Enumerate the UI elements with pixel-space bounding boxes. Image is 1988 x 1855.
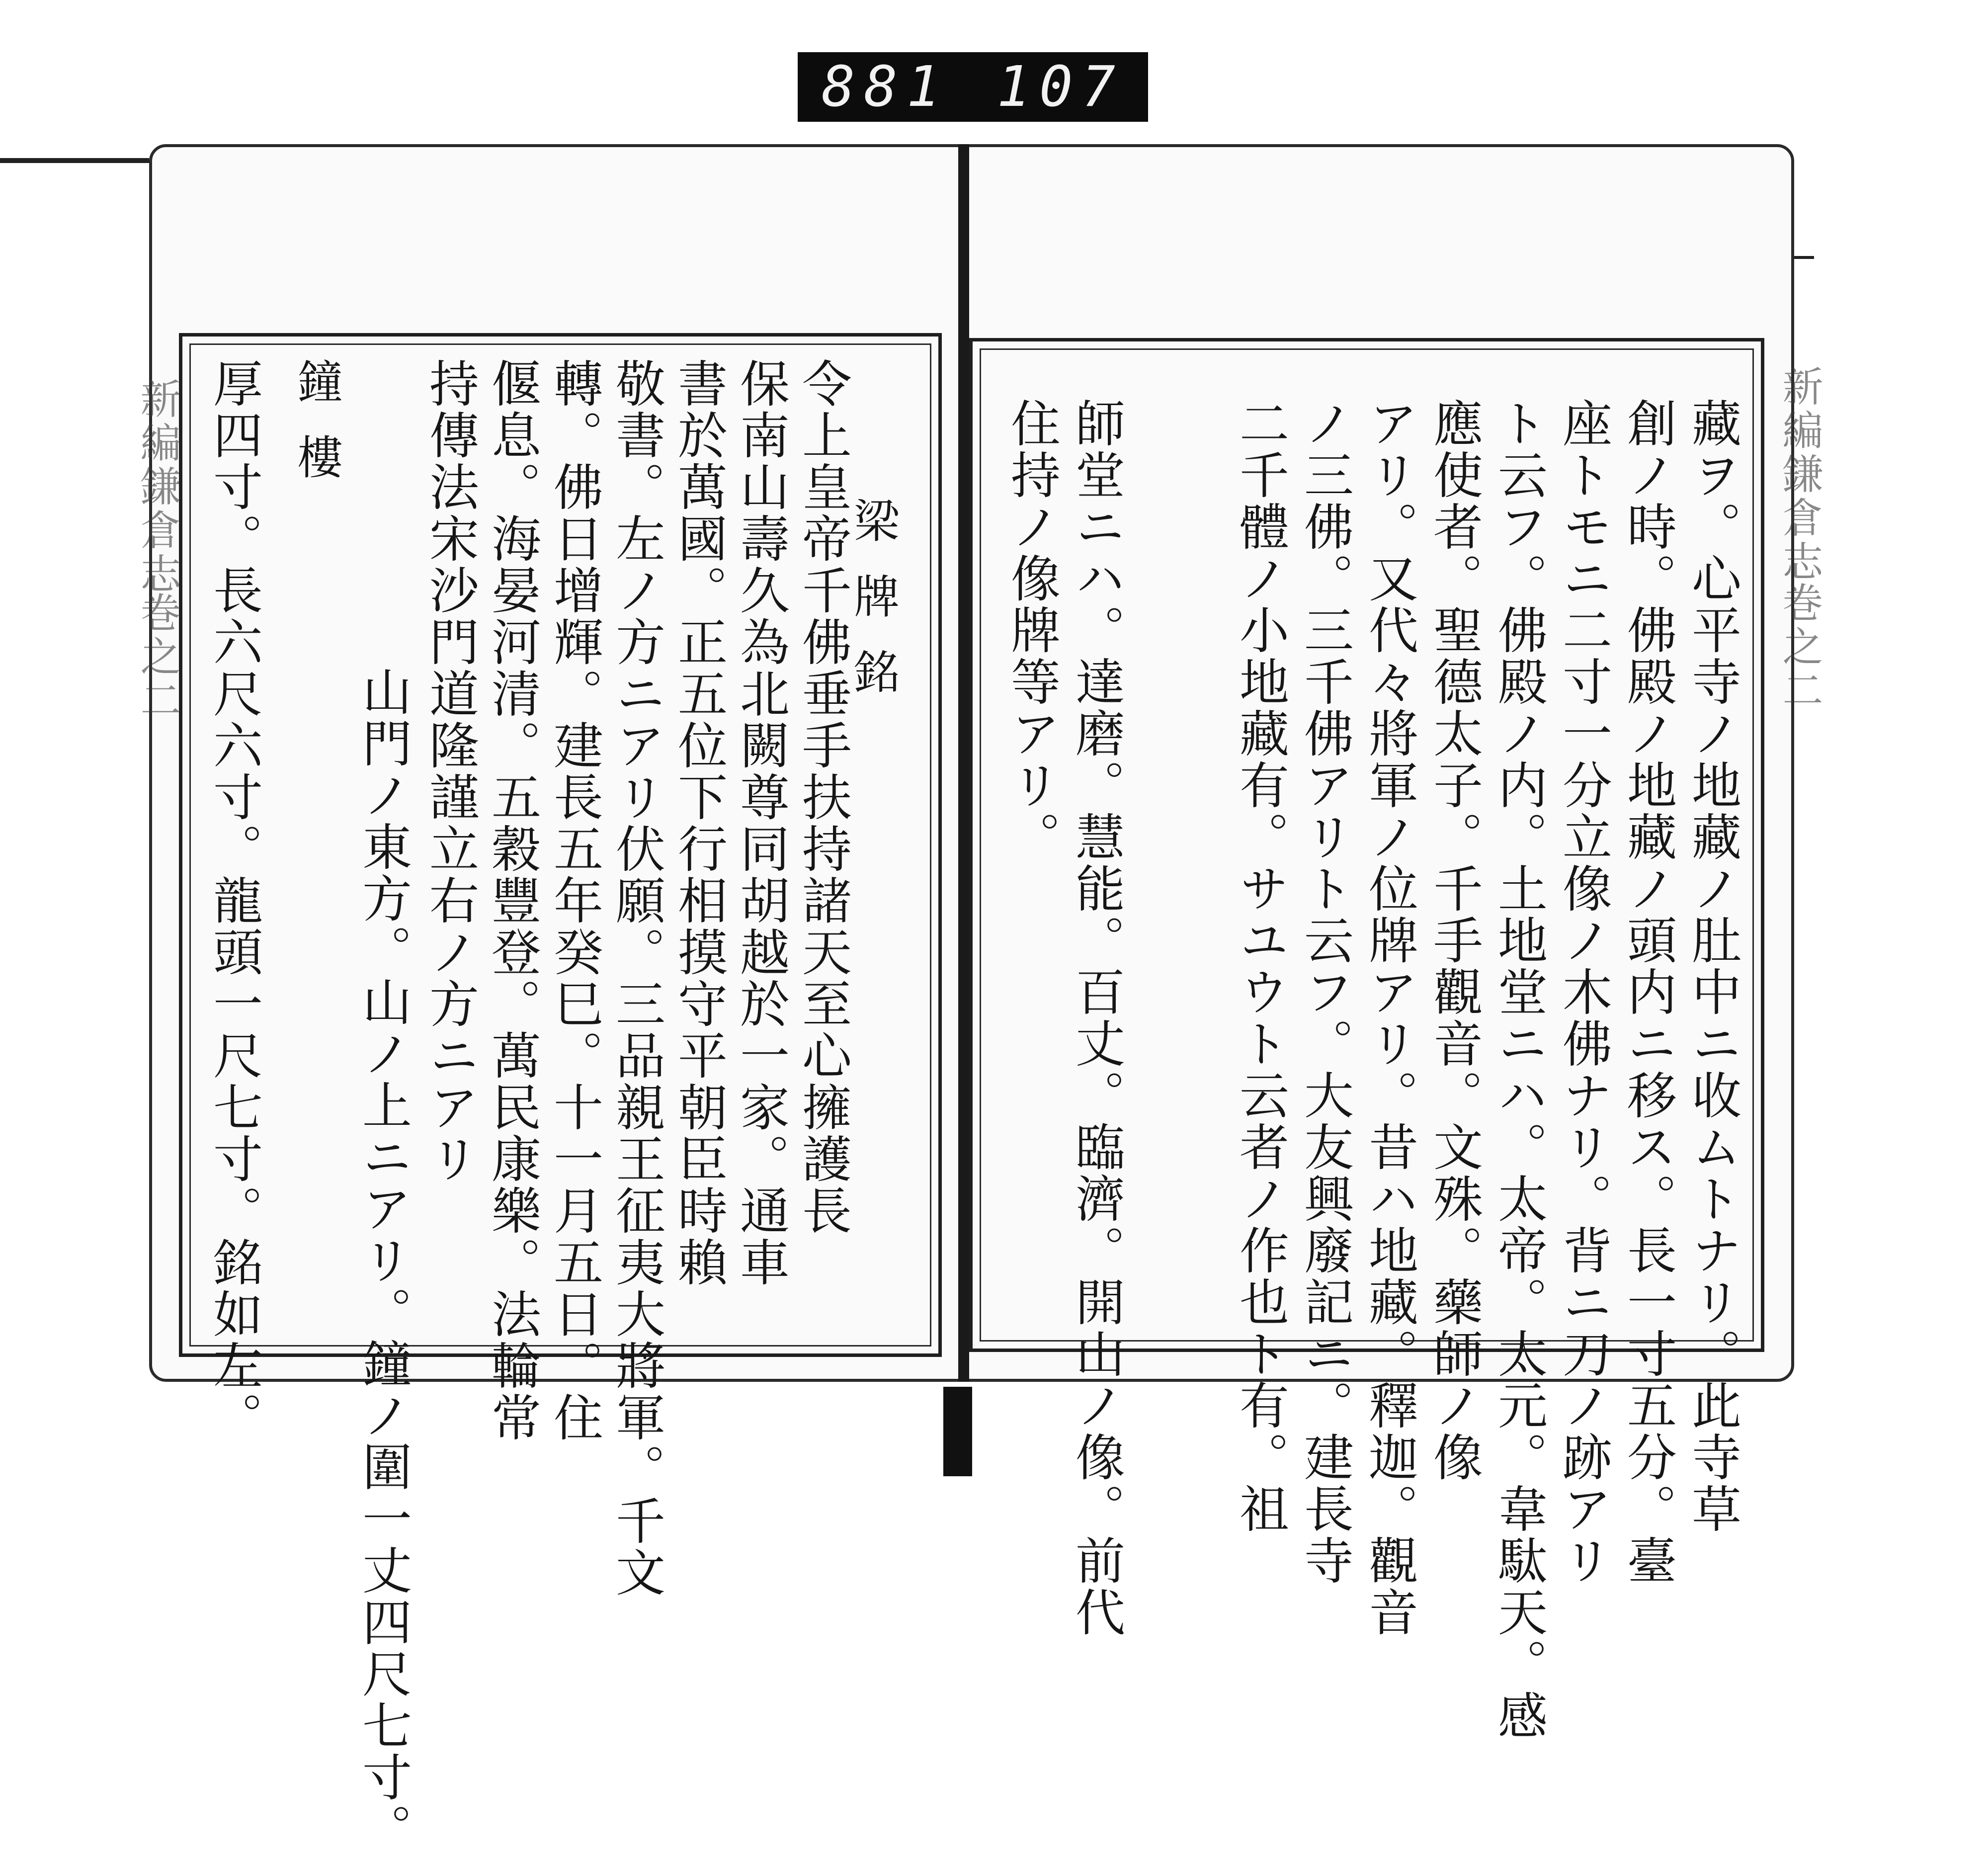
gutter-tab	[943, 1387, 972, 1476]
right-col-1: 藏ヲ。心平寺ノ地藏ノ肚中ニ收ムトナリ。此寺草	[1683, 398, 1741, 1535]
left-page-edge-title: 新編鎌倉志	[134, 378, 181, 596]
left-col-3: 書於萬國。正五位下行相摸守平朝臣時賴	[669, 358, 728, 1288]
film-frame-label	[798, 52, 1148, 122]
right-col-5: 應使者。聖德太子。千手觀音。文殊。藥師ノ像	[1425, 398, 1483, 1483]
left-col-6: 偃息。海晏河清。五穀豐登。萬民康樂。法輪常	[483, 358, 541, 1443]
right-col-8: 二千體ノ小地藏有。サユウト云者ノ作也ト有。祖	[1231, 398, 1289, 1535]
scan-mark-left	[0, 158, 149, 163]
scan-mark-right	[1794, 256, 1814, 259]
frame-number-right: 107	[996, 55, 1124, 119]
left-col-last: 厚四寸。長六尺六寸。龍頭一尺七寸。銘如左。	[205, 358, 263, 1443]
gutter-rule	[958, 144, 969, 1382]
left-col-1: 令上皇帝千佛垂手扶持諸天至心擁護長	[794, 358, 852, 1237]
left-col-7: 持傳法宋沙門道隆謹立右ノ方ニアリ	[421, 358, 479, 1185]
right-col-2: 創ノ時。佛殿ノ地藏ノ頭内ニ移ス。長一寸五分。臺	[1619, 398, 1677, 1587]
right-col-9: 師堂ニハ。達磨。慧能。百丈。臨濟。開山ノ像。前代	[1067, 398, 1125, 1638]
left-page-edge-volume: 巻之二	[134, 591, 181, 723]
right-page-edge-title: 新編鎌倉志	[1776, 365, 1823, 584]
left-col-8: 山門ノ東方。山ノ上ニアリ。鐘ノ圍一丈四尺七寸。	[354, 666, 412, 1855]
left-col-heading-beam-inscription: 梁牌銘	[846, 497, 900, 724]
right-col-4: ト云フ。佛殿ノ内。土地堂ニハ。太帝。太元。韋駄天。感	[1490, 398, 1548, 1742]
right-col-10: 住持ノ像牌等アリ。	[1002, 398, 1061, 863]
frame-number-left: 881	[822, 55, 949, 119]
left-col-4: 敬書。左ノ方ニアリ伏願。三品親王征夷大將軍。千文	[607, 358, 665, 1599]
left-col-5: 轉。佛日增輝。建長五年癸巳。十一月五日。住	[545, 358, 603, 1443]
right-col-7: ノ三佛。三千佛アリト云フ。大友興廢記ニ。建長寺	[1296, 398, 1354, 1587]
right-page-edge-volume: 巻之二	[1776, 582, 1823, 713]
right-col-3: 座トモニ二寸一分立像ノ木佛ナリ。背ニ刀ノ跡アリ	[1554, 398, 1612, 1587]
left-col-heading-bell-tower: 鐘樓	[290, 358, 343, 509]
left-col-2: 保南山壽久為北闕尊同胡越於一家。通車	[732, 358, 790, 1288]
right-col-6: アリ。又代々將軍ノ位牌アリ。昔ハ地藏。釋迦。觀音	[1360, 398, 1418, 1638]
